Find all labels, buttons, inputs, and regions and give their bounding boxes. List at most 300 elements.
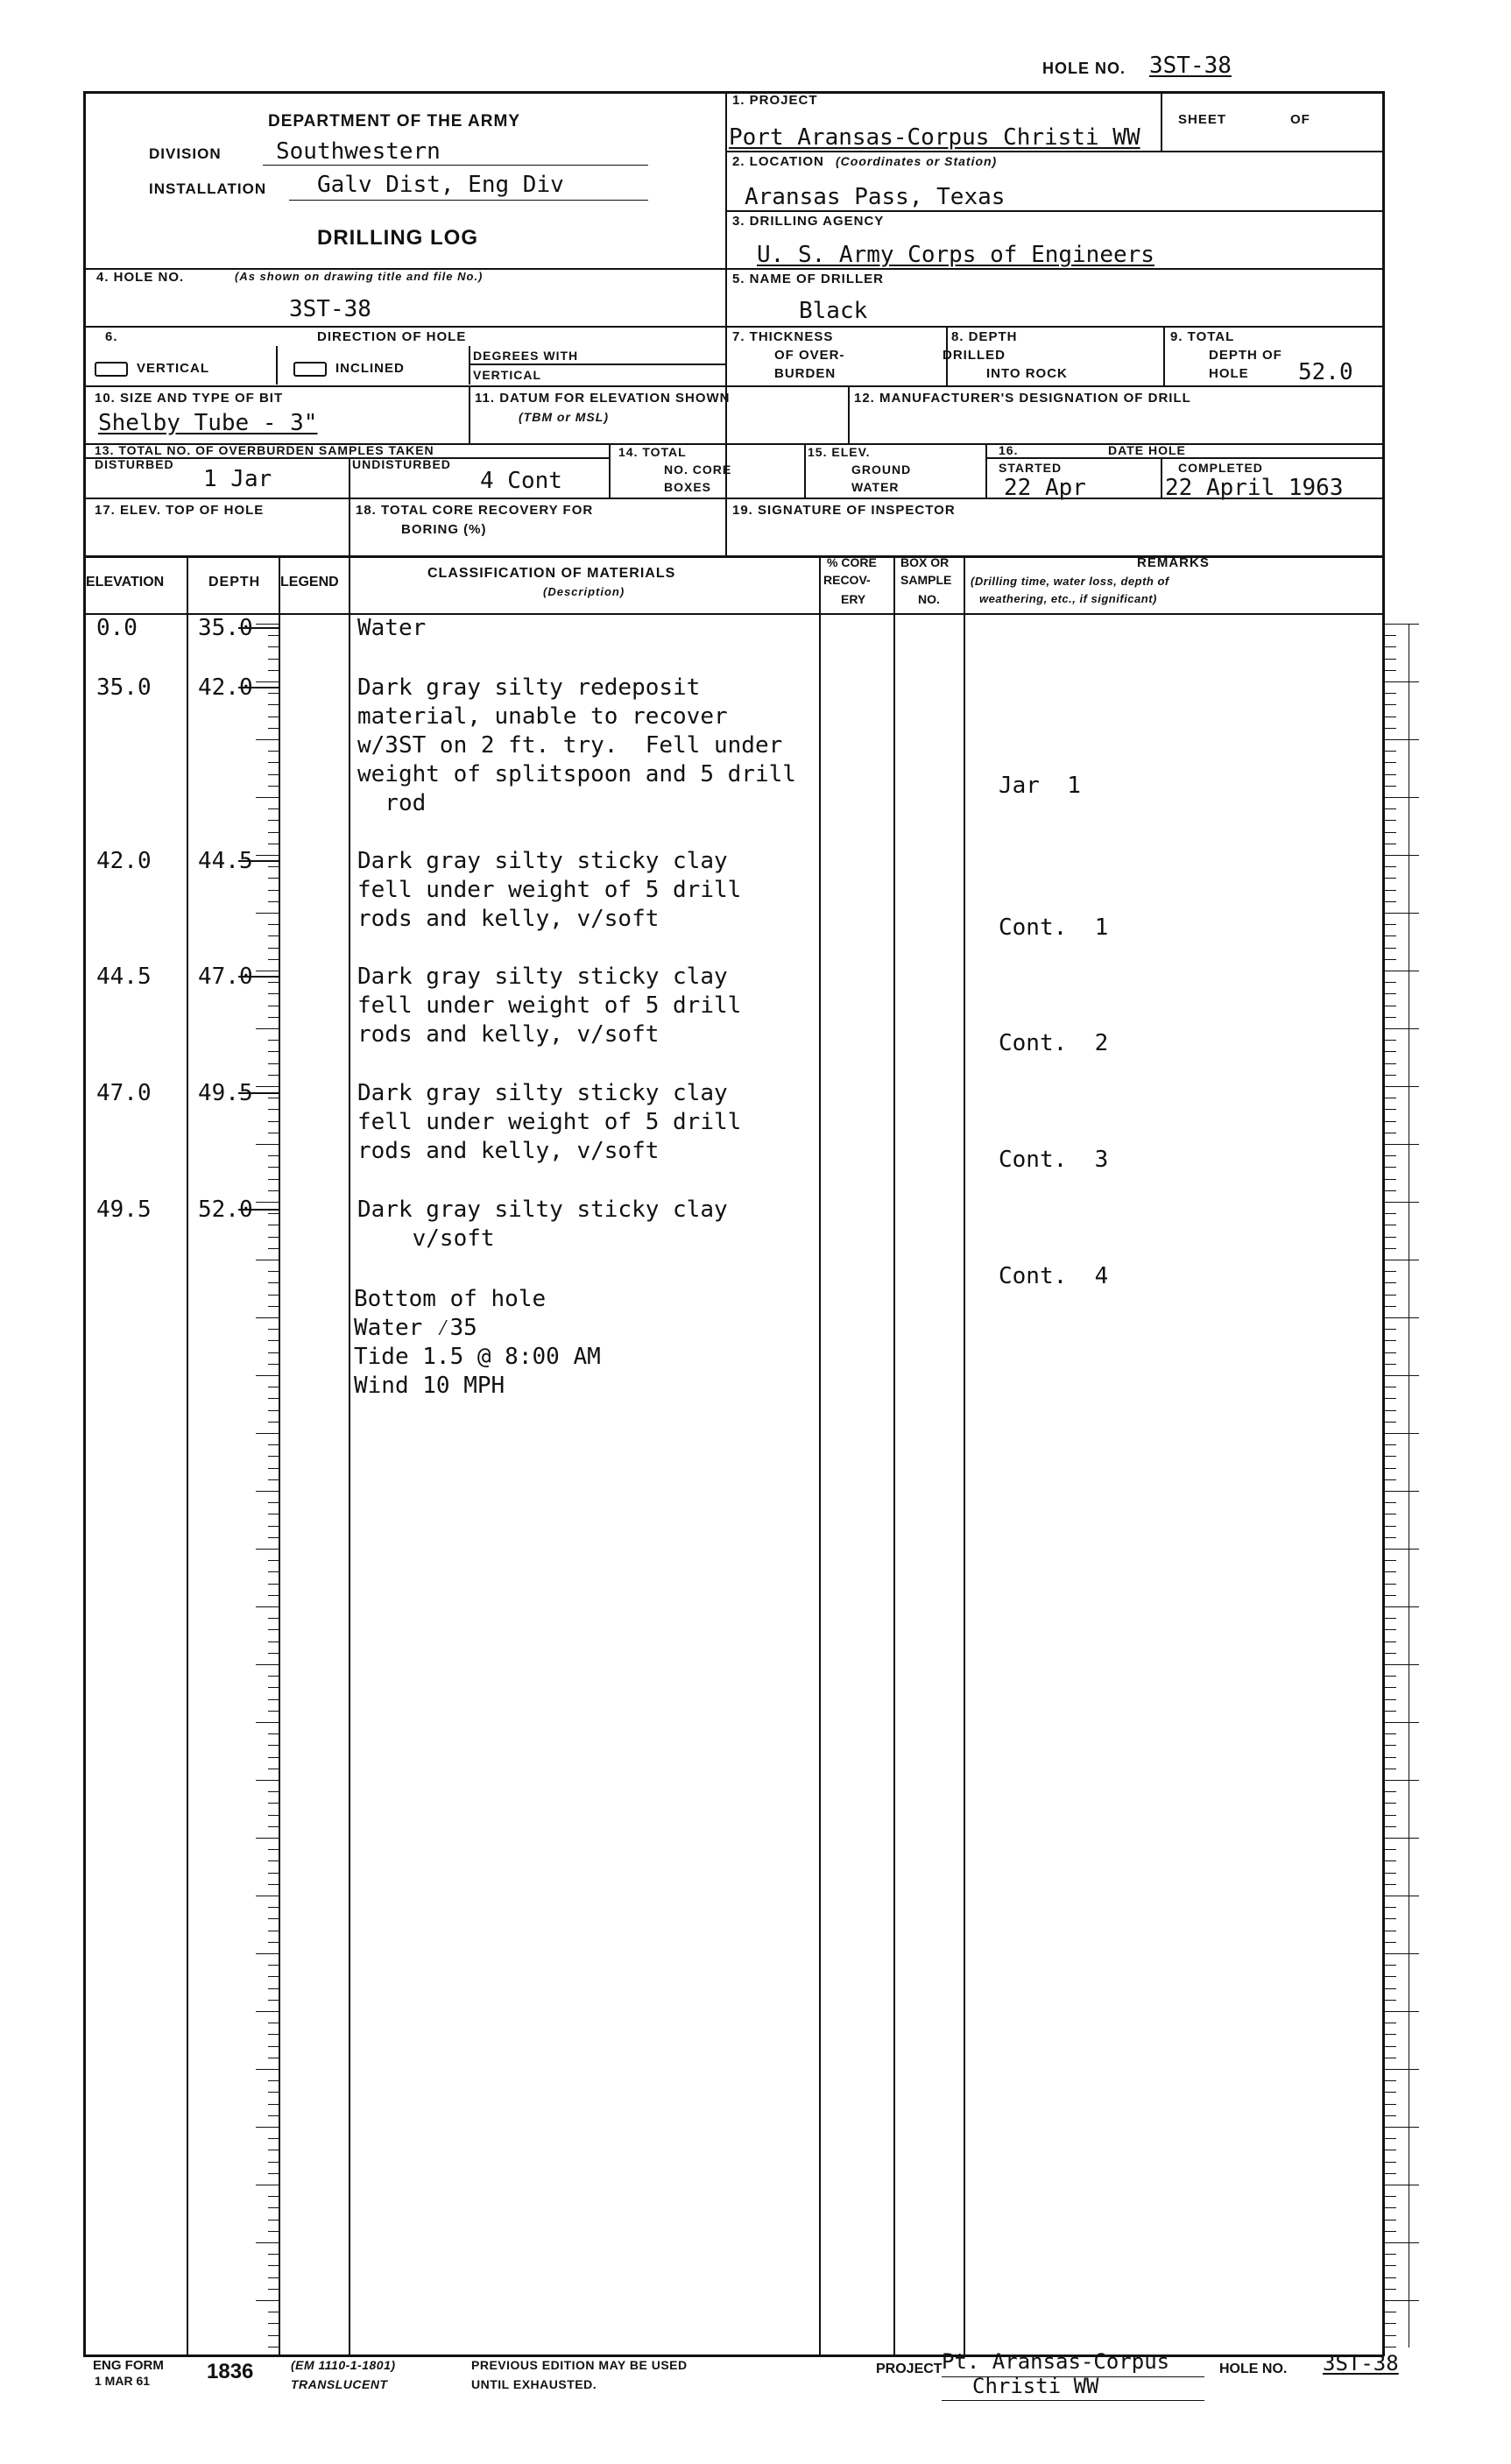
samples-label: 13. TOTAL NO. OF OVERBURDEN SAMPLES TAKEN (95, 443, 434, 457)
margin-tick (1384, 1190, 1396, 1191)
installation-value: Galv Dist, Eng Div (317, 172, 564, 198)
closing-note-line: Tide 1.5 @ 8:00 AM (354, 1344, 601, 1370)
elevation-cell: 49.5 (96, 1197, 152, 1223)
margin-tick (1384, 1144, 1419, 1145)
elevation-cell: 47.0 (96, 1080, 152, 1106)
depth-tick (268, 2104, 279, 2105)
depth-tick (268, 1352, 279, 1353)
margin-tick (1384, 1109, 1396, 1110)
depth-tick (268, 704, 279, 705)
margin-tick (1384, 1237, 1396, 1238)
disturbed-label: DISTURBED (95, 457, 174, 471)
margin-tick (1384, 1468, 1396, 1469)
depth-tick (268, 1179, 279, 1180)
margin-tick (1384, 2011, 1419, 2012)
margin-tick (1384, 704, 1396, 705)
depth-cell: 35.0 (198, 615, 253, 641)
depth-tick (268, 1306, 279, 1307)
depth-tick (256, 1202, 279, 1203)
margin-tick (1384, 1976, 1396, 1977)
remark-cell: Jar 1 (999, 773, 1081, 799)
margin-tick (1384, 1271, 1396, 1272)
depth-tick (268, 762, 279, 763)
core-recovery-label-2: BORING (%) (401, 522, 487, 537)
depth-tick (268, 1595, 279, 1596)
margin-tick (1384, 832, 1396, 833)
hole-no-field-hint: (As shown on drawing title and file No.) (235, 270, 484, 283)
depth-tick (256, 1722, 279, 1723)
description-line: fell under weight of 5 drill (357, 877, 742, 903)
margin-tick (1384, 1826, 1396, 1827)
margin-tick (1384, 739, 1419, 740)
total-depth-label-2: DEPTH OF (1209, 348, 1282, 363)
legend-boundary-line (238, 976, 279, 978)
depth-tick (268, 1803, 279, 1804)
margin-tick (1384, 820, 1396, 821)
depth-tick (268, 1190, 279, 1191)
margin-tick (1384, 1629, 1396, 1630)
margin-tick (1384, 1560, 1396, 1561)
depth-tick (256, 1664, 279, 1665)
date-label-num: 16. (999, 443, 1019, 457)
col-legend-header: LEGEND (280, 575, 339, 590)
depth-tick (268, 1213, 279, 1214)
margin-tick (1384, 1398, 1396, 1399)
depth-rock-label-2: DRILLED (943, 348, 1006, 363)
total-depth-label-3: HOLE (1209, 366, 1249, 381)
depth-tick (256, 855, 279, 856)
margin-tick (1384, 659, 1396, 660)
depth-tick (268, 1248, 279, 1249)
date-label: DATE HOLE (1108, 443, 1186, 457)
col-elevation-header: ELEVATION (86, 575, 165, 590)
depth-tick (268, 1733, 279, 1734)
margin-tick (1384, 1155, 1396, 1156)
margin-tick (1384, 1884, 1396, 1885)
depth-tick (268, 646, 279, 647)
top-hole-no-value: 3ST-38 (1149, 53, 1232, 79)
description-line: rod (357, 790, 427, 816)
completed-value: 22 April 1963 (1165, 475, 1344, 501)
depth-tick (268, 659, 279, 660)
ground-water-label-3: WATER (851, 480, 900, 494)
margin-tick (1384, 1295, 1396, 1296)
depth-tick (256, 2011, 279, 2012)
depth-tick (268, 1571, 279, 1572)
completed-label: COMPLETED (1178, 461, 1263, 475)
depth-tick (268, 1063, 279, 1064)
depth-tick (268, 2265, 279, 2266)
depth-tick (268, 924, 279, 925)
drilling-agency-value: U. S. Army Corps of Engineers (757, 242, 1154, 268)
margin-tick (1384, 2104, 1396, 2105)
margin-tick (1384, 913, 1419, 914)
margin-tick (1384, 866, 1396, 867)
depth-tick (268, 1618, 279, 1619)
depth-tick (268, 1791, 279, 1792)
margin-tick (1384, 1942, 1396, 1943)
margin-tick (1384, 1422, 1396, 1423)
depth-cell: 44.5 (198, 848, 253, 874)
margin-tick (1384, 1086, 1419, 1087)
description-line: fell under weight of 5 drill (357, 1109, 742, 1135)
direction-label: 6. (105, 329, 118, 344)
depth-tick (268, 1584, 279, 1585)
core-boxes-label-2: NO. CORE (664, 462, 732, 477)
margin-tick (1384, 1502, 1396, 1503)
depth-tick (268, 2092, 279, 2093)
margin-tick (1384, 1664, 1419, 1665)
depth-tick (268, 1745, 279, 1746)
depth-tick (268, 1422, 279, 1423)
legend-boundary-line (238, 1209, 279, 1211)
description-line: material, unable to recover (357, 703, 728, 730)
margin-tick (1384, 2265, 1396, 2266)
description-line: w/3ST on 2 ft. try. Fell under (357, 732, 783, 759)
margin-tick (1384, 1849, 1396, 1850)
depth-tick (256, 1433, 279, 1434)
project-value: Port Aransas-Corpus Christi WW (729, 124, 1140, 151)
top-hole-no-label: HOLE NO. (1042, 60, 1126, 77)
depth-cell: 47.0 (198, 964, 253, 990)
footer-form-number: 1836 (207, 2360, 254, 2383)
depth-cell: 52.0 (198, 1197, 253, 1223)
depth-tick (268, 1976, 279, 1977)
margin-tick (1384, 1526, 1396, 1527)
depth-tick (268, 2034, 279, 2035)
depth-tick (268, 820, 279, 821)
started-value: 22 Apr (1004, 475, 1086, 501)
depth-tick (268, 1884, 279, 1885)
depth-tick (268, 786, 279, 787)
margin-tick (1384, 2196, 1396, 2197)
col-box-header-1: BOX OR (900, 555, 950, 569)
margin-tick (1384, 1040, 1396, 1041)
margin-tick (1384, 635, 1396, 636)
depth-tick (268, 1155, 279, 1156)
depth-tick (268, 1711, 279, 1712)
description-line: Dark gray silty redeposit (357, 674, 701, 701)
footer-previous-2: UNTIL EXHAUSTED. (471, 2377, 597, 2391)
depth-tick (268, 2323, 279, 2324)
datum-label: 11. DATUM FOR ELEVATION SHOWN (475, 391, 731, 406)
margin-tick (1384, 2000, 1396, 2001)
margin-tick (1384, 681, 1419, 682)
sheet-label: SHEET (1178, 112, 1227, 127)
depth-tick (256, 1953, 279, 1954)
depth-tick (256, 1491, 279, 1492)
depth-tick (268, 1282, 279, 1283)
depth-rock-label-3: INTO ROCK (986, 366, 1068, 381)
legend-boundary-line (238, 687, 279, 688)
margin-tick (1384, 1606, 1419, 1607)
margin-tick (1384, 1757, 1396, 1758)
margin-tick (1384, 1329, 1396, 1330)
margin-tick (1384, 1491, 1419, 1492)
total-depth-label-1: 9. TOTAL (1170, 329, 1235, 344)
depth-tick (268, 1468, 279, 1469)
margin-tick (1384, 1306, 1396, 1307)
margin-tick (1384, 1595, 1396, 1596)
margin-tick (1384, 2242, 1419, 2243)
depth-tick (268, 1340, 279, 1341)
depth-tick (256, 913, 279, 914)
depth-tick (268, 693, 279, 694)
depth-tick (268, 1167, 279, 1168)
degrees-label-2: VERTICAL (473, 368, 541, 382)
margin-tick (1384, 1075, 1396, 1076)
depth-tick (256, 2127, 279, 2128)
depth-tick (268, 2046, 279, 2047)
location-value: Aransas Pass, Texas (745, 184, 1006, 210)
margin-tick (1384, 1028, 1419, 1029)
depth-tick (268, 982, 279, 983)
hole-no-field-value: 3ST-38 (289, 296, 371, 322)
depth-tick (256, 2069, 279, 2070)
depth-tick (268, 1860, 279, 1861)
department-heading: DEPARTMENT OF THE ARMY (268, 112, 520, 131)
depth-tick (268, 2196, 279, 2197)
margin-tick (1384, 2254, 1396, 2255)
margin-tick (1384, 1803, 1396, 1804)
depth-tick (268, 635, 279, 636)
depth-tick (268, 670, 279, 671)
depth-tick (256, 1028, 279, 1029)
margin-tick (1384, 693, 1396, 694)
depth-tick (268, 1560, 279, 1561)
remark-cell: Cont. 1 (999, 914, 1109, 941)
legend-boundary-line (238, 1092, 279, 1094)
depth-tick (268, 1479, 279, 1480)
col-recovery-header-1: % CORE (827, 555, 877, 569)
margin-tick (1384, 1433, 1419, 1434)
margin-tick (1384, 1641, 1396, 1642)
margin-tick (1384, 762, 1396, 763)
margin-tick (1384, 1699, 1396, 1700)
footer-previous-1: PREVIOUS EDITION MAY BE USED (471, 2358, 688, 2372)
margin-tick (1384, 1340, 1396, 1341)
col-recovery-header-2: RECOV- (823, 573, 871, 587)
ground-water-label-1: 15. ELEV. (808, 445, 871, 459)
depth-tick (268, 728, 279, 729)
vertical-option: VERTICAL (95, 361, 209, 377)
depth-tick (256, 2242, 279, 2243)
depth-tick (268, 1687, 279, 1688)
margin-tick (1384, 1051, 1396, 1052)
inclined-option: INCLINED (293, 361, 405, 377)
direction-title: DIRECTION OF HOLE (317, 329, 467, 344)
footer-hole-no-label: HOLE NO. (1219, 2362, 1288, 2376)
depth-tick (268, 1364, 279, 1365)
margin-tick (1384, 2127, 1419, 2128)
location-hint: (Coordinates or Station) (836, 154, 998, 168)
margin-tick (1384, 1838, 1419, 1839)
depth-tick (268, 1641, 279, 1642)
depth-tick (268, 878, 279, 879)
depth-tick (256, 1838, 279, 1839)
margin-tick (1384, 924, 1396, 925)
depth-tick (268, 1526, 279, 1527)
depth-tick (268, 1410, 279, 1411)
depth-tick (268, 1918, 279, 1919)
depth-tick (268, 1271, 279, 1272)
footer-translucent: TRANSLUCENT (291, 2377, 388, 2391)
manufacturer-label: 12. MANUFACTURER'S DESIGNATION OF DRILL (854, 391, 1191, 406)
margin-tick (1384, 1791, 1396, 1792)
depth-tick (256, 2300, 279, 2301)
thickness-label-2: OF OVER- (774, 348, 845, 363)
depth-tick (268, 2254, 279, 2255)
margin-tick (1384, 1410, 1396, 1411)
margin-tick (1384, 1584, 1396, 1585)
margin-tick (1384, 1653, 1396, 1654)
depth-tick (268, 2000, 279, 2001)
depth-tick (268, 1629, 279, 1630)
col-classification-sub: (Description) (543, 585, 625, 598)
margin-tick (1384, 982, 1396, 983)
margin-tick (1384, 1179, 1396, 1180)
margin-tick (1384, 1248, 1396, 1249)
depth-tick (268, 1826, 279, 1827)
form-title: DRILLING LOG (317, 226, 478, 250)
depth-tick (268, 832, 279, 833)
depth-tick (268, 1502, 279, 1503)
margin-tick (1384, 1017, 1396, 1018)
margin-tick (1384, 2335, 1396, 2336)
depth-tick (256, 739, 279, 740)
margin-tick (1384, 948, 1396, 949)
margin-tick (1384, 2323, 1396, 2324)
margin-tick (1384, 1364, 1396, 1365)
driller-value: Black (799, 298, 868, 324)
margin-tick (1384, 1676, 1396, 1677)
drilling-agency-label: 3. DRILLING AGENCY (732, 214, 885, 229)
margin-tick (1384, 1918, 1396, 1919)
hole-no-field-label: 4. HOLE NO. (96, 270, 185, 285)
remark-cell: Cont. 2 (999, 1030, 1109, 1056)
margin-tick (1384, 1537, 1396, 1538)
margin-tick (1384, 624, 1419, 625)
depth-tick (256, 797, 279, 798)
margin-tick (1384, 774, 1396, 775)
col-recovery-header-3: ERY (841, 592, 866, 606)
depth-tick (268, 808, 279, 809)
margin-tick (1384, 1687, 1396, 1688)
margin-tick (1384, 1722, 1419, 1723)
margin-tick (1384, 808, 1396, 809)
installation-label: INSTALLATION (149, 180, 267, 197)
margin-tick (1384, 1780, 1419, 1781)
division-value: Southwestern (276, 138, 441, 165)
division-label: DIVISION (149, 145, 222, 162)
description-line: weight of splitspoon and 5 drill (357, 761, 796, 787)
depth-tick (268, 1942, 279, 1943)
col-remarks-sub-2: weathering, etc., if significant) (979, 592, 1157, 605)
depth-tick (256, 1317, 279, 1318)
closing-note-line: Water ⁄35 (354, 1315, 477, 1341)
depth-cell: 49.5 (198, 1080, 253, 1106)
depth-tick (268, 1075, 279, 1076)
margin-tick (1384, 646, 1396, 647)
margin-tick (1384, 1965, 1396, 1966)
margin-tick (1384, 1121, 1396, 1122)
depth-tick (256, 681, 279, 682)
depth-tick (268, 1237, 279, 1238)
margin-tick (1384, 1352, 1396, 1353)
depth-tick (268, 2138, 279, 2139)
margin-tick (1384, 2138, 1396, 2139)
sheet-of-label: OF (1290, 112, 1310, 127)
depth-cell: 42.0 (198, 674, 253, 701)
margin-tick (1384, 1282, 1396, 1283)
depth-tick (268, 774, 279, 775)
margin-tick (1384, 2289, 1396, 2290)
margin-tick (1384, 1873, 1396, 1874)
legend-boundary-line (238, 860, 279, 862)
depth-tick (268, 2335, 279, 2336)
depth-tick (268, 1017, 279, 1018)
depth-tick (268, 1295, 279, 1296)
margin-tick (1384, 1213, 1396, 1214)
description-line: rods and kelly, v/soft (357, 1138, 660, 1164)
depth-tick (268, 948, 279, 949)
margin-tick (1384, 2173, 1396, 2174)
margin-tick (1384, 1571, 1396, 1572)
description-line: Dark gray silty sticky clay (357, 1197, 728, 1223)
margin-tick (1384, 1815, 1396, 1816)
project-label: 1. PROJECT (732, 93, 818, 108)
depth-tick (268, 1040, 279, 1041)
footer-hole-no-value: 3ST-38 (1323, 2351, 1399, 2376)
core-boxes-label-1: 14. TOTAL (618, 445, 687, 459)
total-depth-value: 52.0 (1298, 359, 1353, 385)
elevation-cell: 42.0 (96, 848, 152, 874)
margin-tick (1384, 1745, 1396, 1746)
thickness-label-3: BURDEN (774, 366, 837, 381)
description-line: Dark gray silty sticky clay (357, 848, 728, 874)
margin-tick (1384, 2092, 1396, 2093)
margin-tick (1384, 2207, 1396, 2208)
depth-tick (268, 2162, 279, 2163)
elevation-cell: 35.0 (96, 674, 152, 701)
margin-tick (1384, 1953, 1419, 1954)
col-box-header-2: SAMPLE (900, 573, 952, 587)
footer-project-label: PROJECT (876, 2362, 943, 2376)
depth-tick (256, 1375, 279, 1376)
margin-tick (1384, 786, 1396, 787)
depth-tick (268, 1849, 279, 1850)
depth-tick (268, 1444, 279, 1445)
margin-tick (1384, 1711, 1396, 1712)
margin-tick (1384, 855, 1419, 856)
vertical-checkbox (95, 362, 128, 377)
description-line: Water (357, 615, 427, 641)
bit-value: Shelby Tube - 3" (98, 410, 318, 436)
margin-tick (1384, 890, 1396, 891)
margin-tick (1384, 2046, 1396, 2047)
depth-tick (268, 1121, 279, 1122)
depth-tick (268, 959, 279, 960)
depth-tick (268, 1329, 279, 1330)
depth-tick (268, 1965, 279, 1966)
undisturbed-value: 4 Cont (480, 468, 562, 494)
depth-tick (256, 1606, 279, 1607)
margin-tick (1384, 1375, 1419, 1376)
depth-tick (256, 1780, 279, 1781)
depth-tick (268, 1398, 279, 1399)
depth-tick (268, 890, 279, 891)
depth-tick (268, 1537, 279, 1538)
